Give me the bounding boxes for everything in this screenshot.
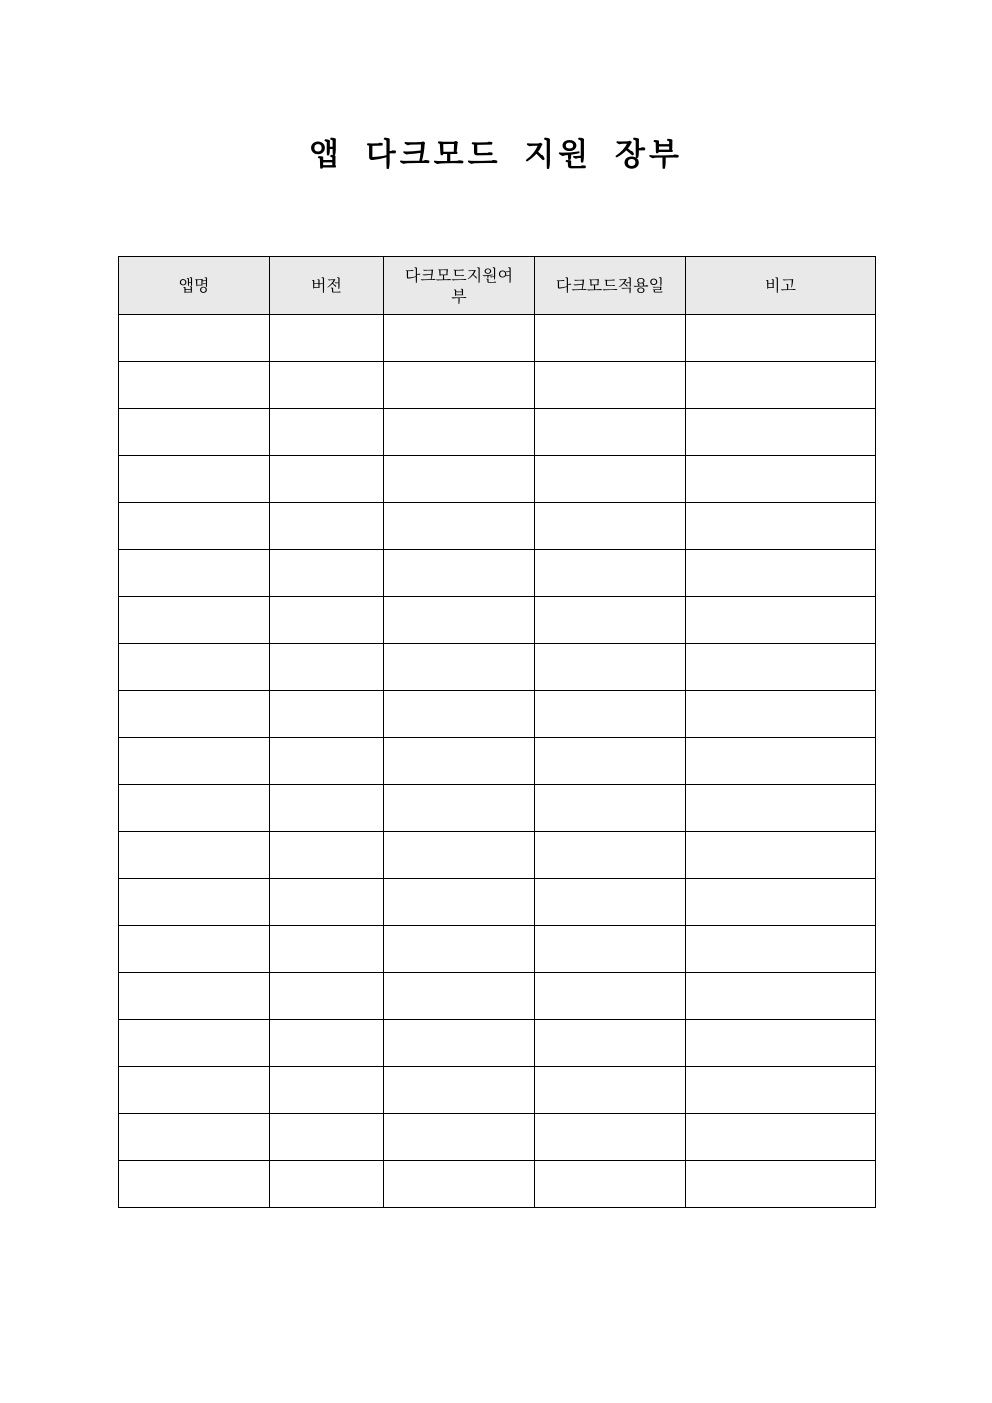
- cell-remarks[interactable]: [686, 926, 876, 973]
- cell-app-name[interactable]: [119, 1114, 270, 1161]
- cell-dark-mode-support[interactable]: [384, 597, 535, 644]
- cell-app-name[interactable]: [119, 1161, 270, 1208]
- cell-dark-mode-applied-date[interactable]: [535, 456, 686, 503]
- table-row: [119, 456, 876, 503]
- cell-version[interactable]: [270, 785, 384, 832]
- cell-dark-mode-applied-date[interactable]: [535, 503, 686, 550]
- cell-dark-mode-applied-date[interactable]: [535, 1067, 686, 1114]
- table-row: [119, 315, 876, 362]
- table-row: [119, 1067, 876, 1114]
- cell-remarks[interactable]: [686, 409, 876, 456]
- cell-version[interactable]: [270, 879, 384, 926]
- cell-remarks[interactable]: [686, 644, 876, 691]
- header-remarks: 비고: [686, 257, 876, 315]
- header-app-name: 앱명: [119, 257, 270, 315]
- cell-version[interactable]: [270, 315, 384, 362]
- cell-version[interactable]: [270, 362, 384, 409]
- cell-dark-mode-applied-date[interactable]: [535, 550, 686, 597]
- cell-version[interactable]: [270, 1067, 384, 1114]
- cell-remarks[interactable]: [686, 503, 876, 550]
- header-dark-mode-support: 다크모드지원여부: [384, 257, 535, 315]
- cell-dark-mode-support[interactable]: [384, 738, 535, 785]
- cell-dark-mode-support[interactable]: [384, 926, 535, 973]
- cell-app-name[interactable]: [119, 832, 270, 879]
- cell-remarks[interactable]: [686, 738, 876, 785]
- cell-dark-mode-support[interactable]: [384, 315, 535, 362]
- cell-dark-mode-support[interactable]: [384, 785, 535, 832]
- cell-remarks[interactable]: [686, 1161, 876, 1208]
- cell-version[interactable]: [270, 503, 384, 550]
- cell-remarks[interactable]: [686, 550, 876, 597]
- cell-dark-mode-applied-date[interactable]: [535, 973, 686, 1020]
- cell-dark-mode-applied-date[interactable]: [535, 644, 686, 691]
- table-row: [119, 597, 876, 644]
- cell-dark-mode-support[interactable]: [384, 456, 535, 503]
- cell-version[interactable]: [270, 644, 384, 691]
- cell-app-name[interactable]: [119, 691, 270, 738]
- cell-version[interactable]: [270, 926, 384, 973]
- cell-app-name[interactable]: [119, 973, 270, 1020]
- cell-remarks[interactable]: [686, 785, 876, 832]
- cell-dark-mode-support[interactable]: [384, 1067, 535, 1114]
- cell-version[interactable]: [270, 1020, 384, 1067]
- cell-dark-mode-applied-date[interactable]: [535, 879, 686, 926]
- dark-mode-ledger-table: [118, 256, 876, 1208]
- header-version: 버전: [270, 257, 384, 315]
- cell-app-name[interactable]: [119, 1020, 270, 1067]
- table-header-row: [119, 257, 876, 315]
- cell-app-name[interactable]: [119, 456, 270, 503]
- cell-dark-mode-applied-date[interactable]: [535, 409, 686, 456]
- table-row: [119, 691, 876, 738]
- cell-remarks[interactable]: [686, 315, 876, 362]
- cell-remarks[interactable]: [686, 456, 876, 503]
- cell-remarks[interactable]: [686, 832, 876, 879]
- cell-app-name[interactable]: [119, 597, 270, 644]
- table-body: [119, 315, 876, 1208]
- cell-app-name[interactable]: [119, 550, 270, 597]
- cell-dark-mode-support[interactable]: [384, 362, 535, 409]
- cell-version[interactable]: [270, 832, 384, 879]
- cell-dark-mode-applied-date[interactable]: [535, 362, 686, 409]
- cell-version[interactable]: [270, 409, 384, 456]
- cell-version[interactable]: [270, 550, 384, 597]
- cell-dark-mode-support[interactable]: [384, 409, 535, 456]
- cell-app-name[interactable]: [119, 738, 270, 785]
- table-row: [119, 550, 876, 597]
- cell-app-name[interactable]: [119, 644, 270, 691]
- cell-version[interactable]: [270, 691, 384, 738]
- table-row: [119, 1161, 876, 1208]
- cell-dark-mode-applied-date[interactable]: [535, 597, 686, 644]
- cell-dark-mode-support[interactable]: [384, 691, 535, 738]
- cell-app-name[interactable]: [119, 409, 270, 456]
- cell-dark-mode-support[interactable]: [384, 1020, 535, 1067]
- table-row: [119, 503, 876, 550]
- cell-remarks[interactable]: [686, 691, 876, 738]
- page-title: 앱 다크모드 지원 장부: [309, 137, 683, 173]
- table-row: [119, 879, 876, 926]
- cell-app-name[interactable]: [119, 879, 270, 926]
- table-row: [119, 973, 876, 1020]
- cell-app-name[interactable]: [119, 926, 270, 973]
- cell-dark-mode-applied-date[interactable]: [535, 832, 686, 879]
- cell-version[interactable]: [270, 1114, 384, 1161]
- cell-version[interactable]: [270, 738, 384, 785]
- table-row: [119, 362, 876, 409]
- cell-dark-mode-applied-date[interactable]: [535, 785, 686, 832]
- cell-remarks[interactable]: [686, 973, 876, 1020]
- cell-version[interactable]: [270, 1161, 384, 1208]
- table-row: [119, 832, 876, 879]
- cell-dark-mode-support[interactable]: [384, 644, 535, 691]
- cell-dark-mode-support[interactable]: [384, 550, 535, 597]
- cell-remarks[interactable]: [686, 1067, 876, 1114]
- cell-dark-mode-support[interactable]: [384, 1161, 535, 1208]
- cell-dark-mode-applied-date[interactable]: [535, 315, 686, 362]
- table-row: [119, 1020, 876, 1067]
- cell-dark-mode-support[interactable]: [384, 1114, 535, 1161]
- cell-app-name[interactable]: [119, 315, 270, 362]
- cell-dark-mode-support[interactable]: [384, 973, 535, 1020]
- cell-remarks[interactable]: [686, 1020, 876, 1067]
- cell-app-name[interactable]: [119, 503, 270, 550]
- table-row: [119, 409, 876, 456]
- table-row: [119, 926, 876, 973]
- cell-app-name[interactable]: [119, 785, 270, 832]
- cell-remarks[interactable]: [686, 597, 876, 644]
- cell-dark-mode-applied-date[interactable]: [535, 1161, 686, 1208]
- cell-dark-mode-applied-date[interactable]: [535, 1114, 686, 1161]
- cell-dark-mode-support[interactable]: [384, 503, 535, 550]
- cell-version[interactable]: [270, 456, 384, 503]
- cell-dark-mode-support[interactable]: [384, 879, 535, 926]
- table-row: [119, 785, 876, 832]
- table-row: [119, 644, 876, 691]
- cell-dark-mode-applied-date[interactable]: [535, 738, 686, 785]
- cell-version[interactable]: [270, 973, 384, 1020]
- cell-version[interactable]: [270, 597, 384, 644]
- cell-dark-mode-applied-date[interactable]: [535, 1020, 686, 1067]
- cell-dark-mode-applied-date[interactable]: [535, 691, 686, 738]
- table-row: [119, 1114, 876, 1161]
- cell-remarks[interactable]: [686, 1114, 876, 1161]
- cell-dark-mode-support[interactable]: [384, 832, 535, 879]
- cell-remarks[interactable]: [686, 879, 876, 926]
- cell-app-name[interactable]: [119, 362, 270, 409]
- header-dark-mode-applied-date: 다크모드적용일: [535, 257, 686, 315]
- table-row: [119, 738, 876, 785]
- cell-remarks[interactable]: [686, 362, 876, 409]
- cell-dark-mode-applied-date[interactable]: [535, 926, 686, 973]
- cell-app-name[interactable]: [119, 1067, 270, 1114]
